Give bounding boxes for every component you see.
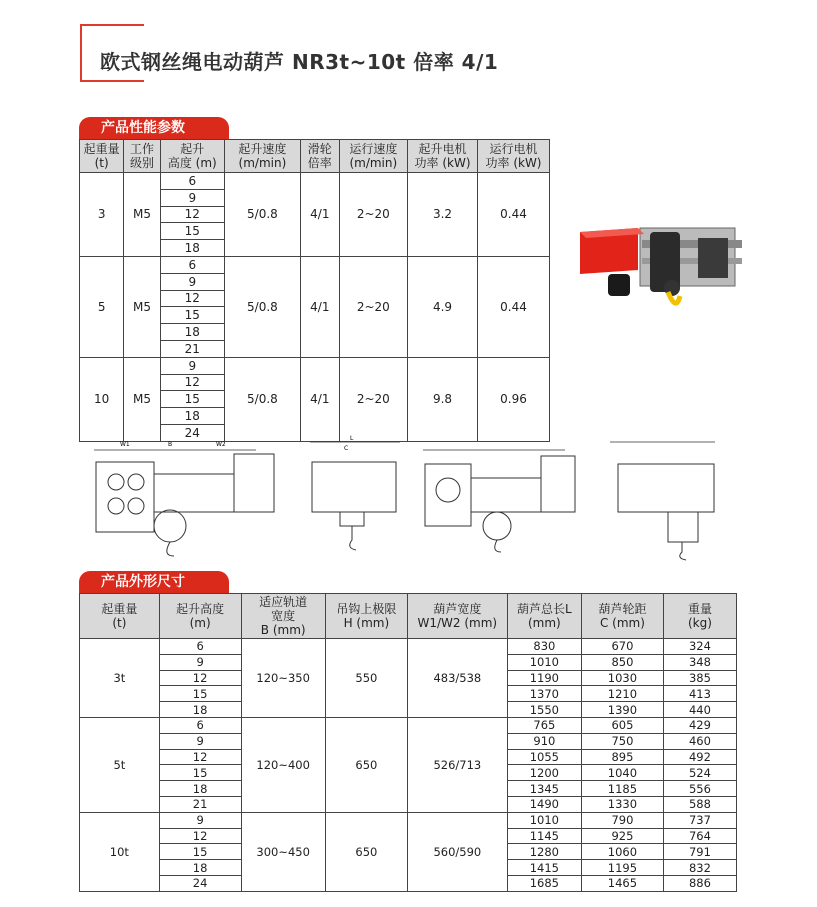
front-view-drawing-2 <box>415 434 590 564</box>
svg-text:L: L <box>350 435 354 442</box>
hoist-width-cell: 560/590 <box>407 812 507 891</box>
svg-text:C: C <box>344 445 349 452</box>
lift-height-cell: 9 <box>159 812 241 828</box>
capacity-cell: 3 <box>80 173 124 257</box>
weight-cell: 385 <box>663 670 736 686</box>
total-length-cell: 1685 <box>507 875 581 891</box>
total-length-cell: 1415 <box>507 860 581 876</box>
lift-height-cell: 15 <box>160 307 224 324</box>
weight-cell: 324 <box>663 639 736 655</box>
wheelbase-cell: 1330 <box>581 796 663 812</box>
ratio-cell: 4/1 <box>301 256 340 357</box>
wheelbase-cell: 850 <box>581 654 663 670</box>
capacity-cell: 10t <box>80 812 160 891</box>
lift-height-cell: 15 <box>159 765 241 781</box>
total-length-cell: 1055 <box>507 749 581 765</box>
weight-cell: 460 <box>663 733 736 749</box>
travel-power-cell: 0.44 <box>478 173 550 257</box>
column-header: 滑轮 倍率 <box>301 140 340 173</box>
column-header: 工作 级别 <box>124 140 161 173</box>
rail-width-cell: 120~400 <box>241 717 325 812</box>
lift-height-cell: 24 <box>160 424 224 441</box>
side-view-drawing-1 <box>300 434 405 564</box>
class-cell: M5 <box>124 357 161 441</box>
weight-cell: 440 <box>663 702 736 718</box>
lift-height-cell: 15 <box>159 844 241 860</box>
wheelbase-cell: 1040 <box>581 765 663 781</box>
capacity-cell: 5t <box>80 717 160 812</box>
svg-text:W1: W1 <box>120 441 130 448</box>
wheelbase-cell: 790 <box>581 812 663 828</box>
lift-height-cell: 24 <box>159 875 241 891</box>
lift-height-cell: 12 <box>159 828 241 844</box>
class-cell: M5 <box>124 256 161 357</box>
ratio-cell: 4/1 <box>301 357 340 441</box>
weight-cell: 886 <box>663 875 736 891</box>
column-header: 运行电机 功率 (kW) <box>478 140 550 173</box>
table-row <box>80 357 550 374</box>
wheelbase-cell: 925 <box>581 828 663 844</box>
table-header-row <box>80 594 737 639</box>
weight-cell: 348 <box>663 654 736 670</box>
weight-cell: 429 <box>663 717 736 733</box>
total-length-cell: 1145 <box>507 828 581 844</box>
hoist-photo <box>580 218 750 318</box>
lift-height-cell: 15 <box>160 223 224 240</box>
lift-height-cell: 15 <box>159 686 241 702</box>
weight-cell: 556 <box>663 781 736 797</box>
lift-height-cell: 18 <box>159 860 241 876</box>
weight-cell: 524 <box>663 765 736 781</box>
weight-cell: 791 <box>663 844 736 860</box>
lift-speed-cell: 5/0.8 <box>224 173 300 257</box>
weight-cell: 832 <box>663 860 736 876</box>
column-header: 起升电机 功率 (kW) <box>408 140 478 173</box>
wheelbase-cell: 1465 <box>581 875 663 891</box>
lift-power-cell: 3.2 <box>408 173 478 257</box>
total-length-cell: 1010 <box>507 654 581 670</box>
wheelbase-cell: 1060 <box>581 844 663 860</box>
table-row <box>80 173 550 190</box>
total-length-cell: 1190 <box>507 670 581 686</box>
hoist-width-cell: 526/713 <box>407 717 507 812</box>
weight-cell: 413 <box>663 686 736 702</box>
section-performance-tab: 产品性能参数 <box>79 117 229 139</box>
lift-height-cell: 9 <box>160 189 224 206</box>
lift-height-cell: 9 <box>159 733 241 749</box>
lift-height-cell: 12 <box>159 749 241 765</box>
wheelbase-cell: 605 <box>581 717 663 733</box>
lift-height-cell: 9 <box>160 273 224 290</box>
column-header: 起重量 (t) <box>80 140 124 173</box>
class-cell: M5 <box>124 173 161 257</box>
lift-height-cell: 6 <box>160 256 224 273</box>
column-header: 葫芦轮距 C (mm) <box>581 594 663 639</box>
lift-speed-cell: 5/0.8 <box>224 256 300 357</box>
column-header: 葫芦宽度 W1/W2 (mm) <box>407 594 507 639</box>
page-title: 欧式钢丝绳电动葫芦 NR3t~10t 倍率 4/1 <box>100 50 499 74</box>
total-length-cell: 1370 <box>507 686 581 702</box>
total-length-cell: 910 <box>507 733 581 749</box>
total-length-cell: 1490 <box>507 796 581 812</box>
column-header: 起升速度 (m/min) <box>224 140 300 173</box>
performance-table <box>79 139 550 442</box>
travel-power-cell: 0.44 <box>478 256 550 357</box>
lift-height-cell: 21 <box>159 796 241 812</box>
lift-height-cell: 12 <box>160 374 224 391</box>
table-row <box>80 639 737 655</box>
total-length-cell: 1010 <box>507 812 581 828</box>
travel-speed-cell: 2~20 <box>339 357 407 441</box>
svg-text:B: B <box>168 441 173 448</box>
table-row <box>80 812 737 828</box>
lift-height-cell: 12 <box>159 670 241 686</box>
lift-height-cell: 6 <box>159 717 241 733</box>
lift-height-cell: 6 <box>159 639 241 655</box>
table-row <box>80 717 737 733</box>
wheelbase-cell: 1195 <box>581 860 663 876</box>
lift-height-cell: 18 <box>160 408 224 425</box>
wheelbase-cell: 895 <box>581 749 663 765</box>
side-view-drawing-2 <box>600 434 725 564</box>
lift-height-cell: 12 <box>160 290 224 307</box>
column-header: 重量 (kg) <box>663 594 736 639</box>
wheelbase-cell: 670 <box>581 639 663 655</box>
total-length-cell: 830 <box>507 639 581 655</box>
travel-speed-cell: 2~20 <box>339 256 407 357</box>
column-header: 起升 高度 (m) <box>160 140 224 173</box>
capacity-cell: 3t <box>80 639 160 718</box>
wheelbase-cell: 750 <box>581 733 663 749</box>
rail-width-cell: 300~450 <box>241 812 325 891</box>
column-header: 起重量 (t) <box>80 594 160 639</box>
total-length-cell: 1280 <box>507 844 581 860</box>
lift-height-cell: 21 <box>160 340 224 357</box>
lift-height-cell: 6 <box>160 173 224 190</box>
wheelbase-cell: 1390 <box>581 702 663 718</box>
hoist-width-cell: 483/538 <box>407 639 507 718</box>
total-length-cell: 765 <box>507 717 581 733</box>
lift-power-cell: 4.9 <box>408 256 478 357</box>
lift-height-cell: 18 <box>160 240 224 257</box>
travel-power-cell: 0.96 <box>478 357 550 441</box>
total-length-cell: 1200 <box>507 765 581 781</box>
hook-limit-cell: 650 <box>325 717 407 812</box>
lift-height-cell: 18 <box>159 702 241 718</box>
weight-cell: 588 <box>663 796 736 812</box>
column-header: 适应轨道 宽度 B (mm) <box>241 594 325 639</box>
weight-cell: 764 <box>663 828 736 844</box>
wheelbase-cell: 1185 <box>581 781 663 797</box>
total-length-cell: 1550 <box>507 702 581 718</box>
table-row <box>80 256 550 273</box>
weight-cell: 737 <box>663 812 736 828</box>
travel-speed-cell: 2~20 <box>339 173 407 257</box>
lift-height-cell: 9 <box>159 654 241 670</box>
dimensions-table <box>79 593 737 892</box>
lift-height-cell: 9 <box>160 357 224 374</box>
lift-height-cell: 12 <box>160 206 224 223</box>
lift-height-cell: 18 <box>160 324 224 341</box>
front-view-drawing-1 <box>80 434 285 564</box>
lift-height-cell: 18 <box>159 781 241 797</box>
table-header-row <box>80 140 550 173</box>
section-dimensions-tab: 产品外形尺寸 <box>79 571 229 593</box>
ratio-cell: 4/1 <box>301 173 340 257</box>
hook-limit-cell: 650 <box>325 812 407 891</box>
lift-power-cell: 9.8 <box>408 357 478 441</box>
lift-speed-cell: 5/0.8 <box>224 357 300 441</box>
column-header: 运行速度 (m/min) <box>339 140 407 173</box>
wheelbase-cell: 1210 <box>581 686 663 702</box>
column-header: 吊钩上极限 H (mm) <box>325 594 407 639</box>
capacity-cell: 10 <box>80 357 124 441</box>
column-header: 葫芦总长L (mm) <box>507 594 581 639</box>
total-length-cell: 1345 <box>507 781 581 797</box>
lift-height-cell: 15 <box>160 391 224 408</box>
capacity-cell: 5 <box>80 256 124 357</box>
hook-limit-cell: 550 <box>325 639 407 718</box>
wheelbase-cell: 1030 <box>581 670 663 686</box>
rail-width-cell: 120~350 <box>241 639 325 718</box>
weight-cell: 492 <box>663 749 736 765</box>
column-header: 起升高度 (m) <box>159 594 241 639</box>
svg-text:W2: W2 <box>216 441 226 448</box>
